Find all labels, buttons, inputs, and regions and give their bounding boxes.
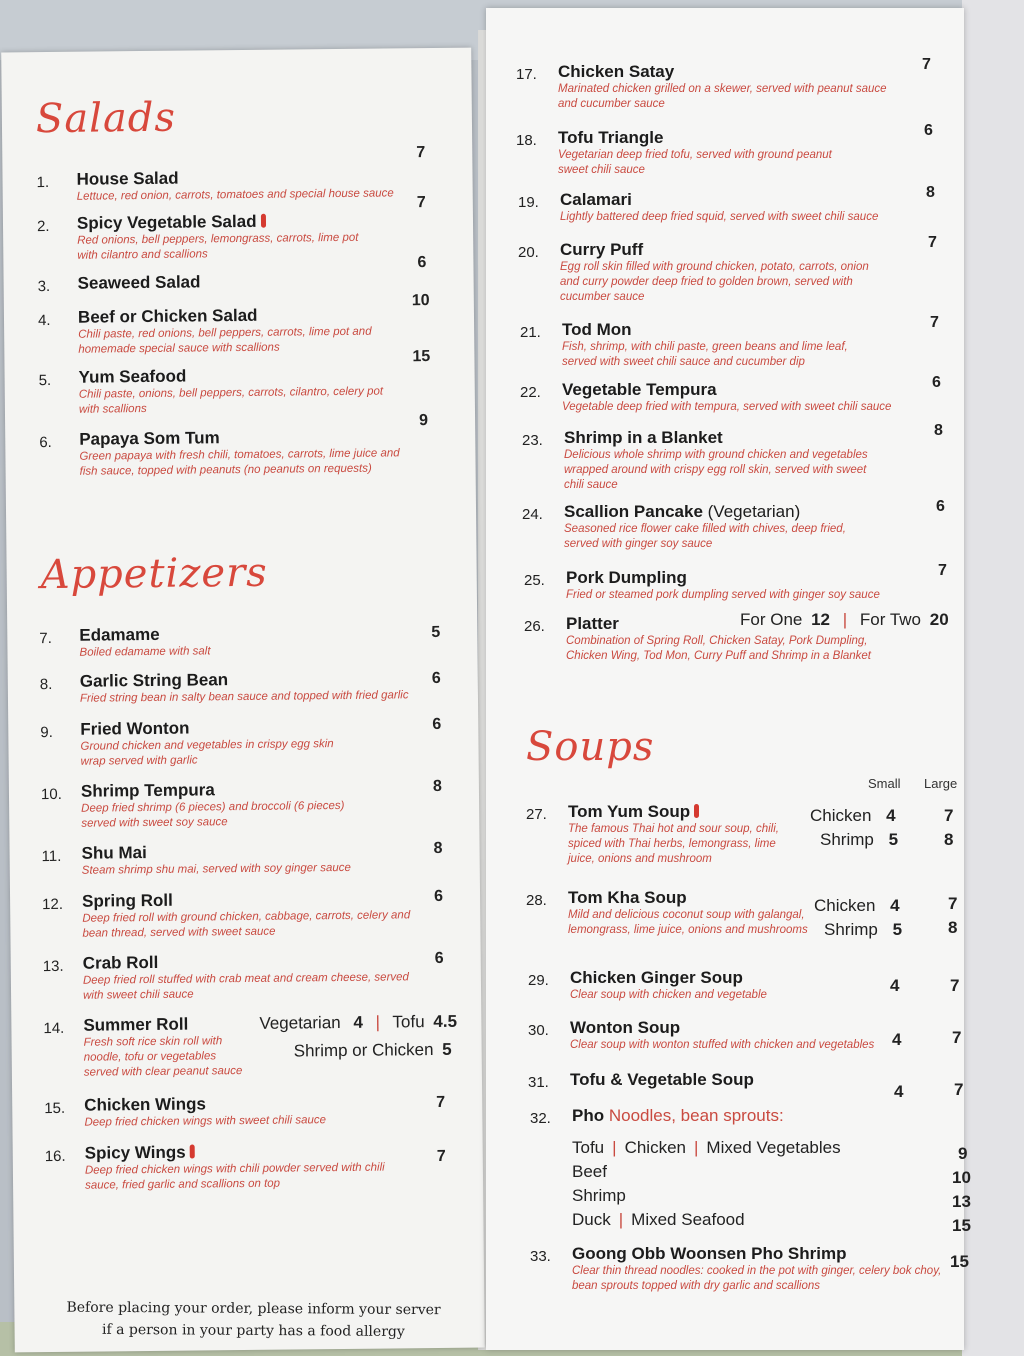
item-price: 7 xyxy=(436,1147,446,1165)
menu-right-page xyxy=(486,8,971,1350)
menu-item-edamame xyxy=(39,622,449,661)
menu-item-seaweed-salad xyxy=(37,254,448,296)
item-description: Chili paste, red onions, bell peppers, carrots, lime pot and homemade special sauce with scallions xyxy=(78,325,372,356)
menu-item-scallion-pancake xyxy=(522,498,962,552)
item-number: 17. xyxy=(516,66,537,83)
item-number: 15. xyxy=(44,1099,66,1118)
pho-option-row-4 xyxy=(572,1210,745,1230)
item-number: 21. xyxy=(520,324,541,341)
item-number: 5. xyxy=(38,371,52,390)
item-price: 5 xyxy=(431,623,441,642)
option-label: Vegetarian xyxy=(259,1012,341,1033)
menu-item-platter xyxy=(524,610,964,664)
item-name: Tom Yum Soup xyxy=(568,802,691,821)
separator: | xyxy=(693,1138,699,1157)
column-header-small: Small xyxy=(868,776,901,791)
item-price: 6 xyxy=(417,254,427,272)
item-description: Red onions, bell peppers, lemongrass, carrots, lime pot with cilantro and scallions xyxy=(77,231,359,262)
menu-item-chicken-ginger-soup xyxy=(528,968,968,1003)
item-number: 20. xyxy=(518,244,539,261)
menu-item-beef-or-chicken-salad xyxy=(37,292,449,358)
item-number: 24. xyxy=(522,506,543,523)
item-name: Crab Roll xyxy=(82,952,159,973)
spicy-chili-icon xyxy=(694,804,699,818)
item-number: 26. xyxy=(524,618,545,635)
menu-item-crab-roll xyxy=(43,950,454,1004)
item-description: Seasoned rice flower cake filled with chives, deep fried, served with ginger soy sauce xyxy=(564,523,846,550)
menu-item-calamari xyxy=(518,184,958,225)
item-name: Tofu & Vegetable Soup xyxy=(570,1070,754,1089)
item-description: Fried string bean in salty bean sauce and topped with fried garlic xyxy=(79,689,409,705)
menu-item-pork-dumpling xyxy=(524,562,964,603)
option-label: For One xyxy=(740,610,803,629)
menu-cover-edge xyxy=(962,0,1024,1356)
item-number: 10. xyxy=(40,785,62,804)
separator: | xyxy=(618,1210,624,1229)
item-name: Calamari xyxy=(560,190,632,209)
item-name: Shu Mai xyxy=(81,843,147,863)
pho-option-row-1 xyxy=(572,1138,841,1158)
item-description: Deep fried shrimp (6 pieces) and broccoli (6 pieces) served with sweet soy sauce xyxy=(81,799,345,830)
item-number: 9. xyxy=(40,723,53,742)
item-number: 18. xyxy=(516,132,537,149)
item-name: Tofu Triangle xyxy=(558,128,664,147)
item-price: 7 xyxy=(930,314,939,331)
price-large: 7 xyxy=(954,1080,964,1099)
item-number: 29. xyxy=(528,972,549,989)
soup-option-shrimp xyxy=(824,920,902,940)
option-price-small: 5 xyxy=(888,830,899,849)
item-price: 6 xyxy=(932,374,941,391)
spicy-chili-icon xyxy=(190,1145,195,1159)
allergy-notice-line-2: if a person in your party has a food allergy xyxy=(101,1321,405,1340)
menu-item-house-salad xyxy=(36,144,446,205)
separator: | xyxy=(612,1138,617,1157)
option-price: 15 xyxy=(952,1216,971,1235)
item-name: Yum Seafood xyxy=(78,366,187,387)
item-description: Deep fried chicken wings with sweet chili sauce xyxy=(84,1114,327,1129)
option-price: 4 xyxy=(353,1012,363,1032)
item-number: 11. xyxy=(41,847,62,866)
item-description: Green papaya with fresh chili, tomatoes, carrots, lime juice and fish sauce, topped with peanuts (no peanuts on requests) xyxy=(79,447,400,478)
item-description: Deep fried roll stuffed with crab meat and cream cheese, served with sweet chili sauce xyxy=(82,971,409,1002)
menu-item-tofu-vegetable-soup xyxy=(528,1070,968,1101)
price-small: 4 xyxy=(894,1082,904,1101)
allergy-notice-line-1: Before placing your order, please inform your server xyxy=(66,1299,441,1319)
soup-option-chicken xyxy=(810,806,896,826)
item-number: 13. xyxy=(42,957,64,976)
option-label: Mixed Seafood xyxy=(631,1210,745,1229)
item-description: Lightly battered deep fried squid, served with sweet chili sauce xyxy=(560,211,879,223)
option-price-large: 8 xyxy=(944,830,954,849)
price-large: 7 xyxy=(950,976,960,995)
item-price: 6 xyxy=(432,715,442,734)
item-price: 7 xyxy=(436,1093,446,1111)
menu-item-tofu-triangle xyxy=(516,122,956,178)
item-name: Pork Dumpling xyxy=(566,568,687,587)
item-description: Fried or steamed pork dumpling served with ginger soy sauce xyxy=(566,589,880,601)
item-name: Fried Wonton xyxy=(80,718,190,739)
option-price-small: 4 xyxy=(890,896,900,915)
menu-item-summer-roll xyxy=(43,1011,458,1081)
item-description: Combination of Spring Roll, Chicken Satay, Pork Dumpling, Chicken Wing, Tod Mon, Curry Puff and Shrimp in a Blanket xyxy=(566,635,872,662)
item-number: 23. xyxy=(522,432,543,449)
item-name: Wonton Soup xyxy=(570,1018,681,1037)
item-description: Clear soup with chicken and vegetable xyxy=(570,989,767,1001)
item-name: Spicy Wings xyxy=(84,1142,186,1163)
item-name: Summer Roll xyxy=(83,1014,189,1035)
item-description: Vegetarian deep fried tofu, served with ground peanut sweet chili sauce xyxy=(558,149,832,176)
soups-heading: Soups xyxy=(526,724,655,770)
item-number: 28. xyxy=(526,892,547,909)
menu-left-page xyxy=(1,48,485,1353)
item-price: 6 xyxy=(924,122,933,139)
column-header-large: Large xyxy=(924,776,958,791)
platter-price-options xyxy=(740,610,949,630)
allergy-notice xyxy=(58,1297,448,1344)
item-number: 30. xyxy=(528,1022,549,1039)
menu-item-pho xyxy=(530,1106,971,1235)
option-price: 10 xyxy=(952,1168,971,1187)
menu-item-tom-yum-soup xyxy=(526,802,966,867)
menu-item-garlic-string-bean xyxy=(40,668,450,707)
item-name: Tod Mon xyxy=(562,320,632,339)
option-price: 20 xyxy=(929,610,949,629)
item-description: Steam shrimp shu mai, served with soy ginger sauce xyxy=(81,861,351,877)
item-description: Lettuce, red onion, carrots, tomatoes and special house sauce xyxy=(76,187,394,203)
price-options-row-1 xyxy=(259,1012,457,1034)
item-description: Egg roll skin filled with ground chicken, potato, carrots, onion and curry powder deep fried to golden brown, served with cucumber sauce xyxy=(560,261,869,303)
option-price: 13 xyxy=(952,1192,971,1211)
item-price: 15 xyxy=(950,1252,969,1271)
item-number: 3. xyxy=(37,277,51,296)
item-name-detail: Noodles, bean sprouts: xyxy=(608,1106,784,1125)
option-price: 12 xyxy=(811,610,831,629)
item-price: 7 xyxy=(416,144,426,162)
item-name: Pho xyxy=(572,1106,605,1125)
item-number: 12. xyxy=(42,895,64,914)
item-description: Clear soup with wonton stuffed with chicken and vegetables xyxy=(570,1039,875,1051)
item-name: Shrimp in a Blanket xyxy=(564,428,723,447)
item-price: 8 xyxy=(926,184,935,201)
item-price: 10 xyxy=(411,292,430,310)
item-description: Clear thin thread noodles: cooked in the pot with ginger, celery bok choy, bean sprouts topped with dry garlic and scallions xyxy=(572,1265,942,1292)
item-name: Curry Puff xyxy=(560,240,644,259)
option-label: Chicken xyxy=(814,896,876,915)
price-small: 4 xyxy=(892,1030,902,1049)
item-description: Fish, shrimp, with chili paste, green beans and lime leaf, served with sweet chili sauce and cucumber dip xyxy=(562,341,848,368)
item-price: 7 xyxy=(938,562,947,579)
option-price-small: 4 xyxy=(886,806,896,825)
item-description: Deep fried roll with ground chicken, cabbage, carrots, celery and bean thread, served with sweet sauce xyxy=(82,909,411,940)
item-description: Chili paste, onions, bell peppers, carrots, cilantro, celery pot with scallions xyxy=(78,385,384,416)
item-number: 1. xyxy=(36,174,50,192)
menu-item-fried-wonton xyxy=(40,716,451,770)
item-price: 7 xyxy=(416,194,426,212)
option-price: 4.5 xyxy=(433,1011,458,1032)
menu-item-shu-mai xyxy=(41,840,451,879)
menu-item-spring-roll xyxy=(42,888,453,942)
appetizers-heading: Appetizers xyxy=(40,549,268,599)
menu-item-vegetable-tempura xyxy=(520,374,960,415)
item-price: 6 xyxy=(433,887,444,906)
item-number: 4. xyxy=(37,311,51,330)
item-name: Chicken Wings xyxy=(84,1094,207,1115)
option-price-small: 5 xyxy=(892,920,903,939)
option-label: Chicken xyxy=(624,1138,686,1157)
option-label: Chicken xyxy=(810,806,872,825)
item-name: Spicy Vegetable Salad xyxy=(76,211,257,233)
menu-item-wonton-soup xyxy=(528,1018,968,1053)
option-price: 9 xyxy=(958,1144,968,1163)
price-options-row-2 xyxy=(294,1040,452,1062)
separator: | xyxy=(842,610,848,629)
item-name: Spring Roll xyxy=(81,890,173,911)
menu-item-chicken-satay xyxy=(516,56,956,112)
item-price: 7 xyxy=(928,234,937,251)
item-name: Tom Kha Soup xyxy=(568,888,687,907)
item-number: 8. xyxy=(39,675,53,694)
item-name: Papaya Som Tum xyxy=(79,428,220,449)
option-price-large: 7 xyxy=(948,894,958,913)
item-name: Beef or Chicken Salad xyxy=(77,305,258,327)
item-price: 15 xyxy=(412,348,431,366)
item-name: Chicken Satay xyxy=(558,62,675,81)
spicy-chili-icon xyxy=(260,214,265,228)
item-price: 6 xyxy=(434,949,444,968)
option-label: Shrimp xyxy=(824,920,878,939)
item-number: 32. xyxy=(530,1110,551,1127)
option-label: Mixed Vegetables xyxy=(706,1138,841,1157)
item-price: 8 xyxy=(433,839,443,858)
menu-item-shrimp-tempura xyxy=(41,778,452,832)
item-price: 9 xyxy=(418,412,429,430)
soup-option-shrimp xyxy=(820,830,898,850)
item-number: 27. xyxy=(526,806,547,823)
menu-item-curry-puff xyxy=(518,234,958,305)
item-price: 6 xyxy=(936,498,945,515)
menu-item-tom-kha-soup xyxy=(526,888,966,938)
option-label: For Two xyxy=(859,610,921,629)
item-number: 25. xyxy=(524,572,545,589)
soup-option-chicken xyxy=(814,896,900,916)
menu-item-chicken-wings xyxy=(44,1092,454,1131)
pho-option-row-2: Beef xyxy=(572,1162,607,1181)
item-number: 33. xyxy=(530,1248,551,1265)
item-price: 6 xyxy=(431,669,441,688)
item-price: 8 xyxy=(432,777,442,796)
item-number: 31. xyxy=(528,1074,549,1091)
pho-option-row-3: Shrimp xyxy=(572,1186,626,1205)
item-name: Vegetable Tempura xyxy=(562,380,717,399)
option-label: Duck xyxy=(572,1210,611,1229)
price-small: 4 xyxy=(890,976,900,995)
item-number: 22. xyxy=(520,384,541,401)
item-name: Edamame xyxy=(79,624,160,645)
item-name: Goong Obb Woonsen Pho Shrimp xyxy=(572,1244,847,1263)
item-price: 8 xyxy=(934,422,943,439)
menu-item-spicy-wings xyxy=(45,1140,456,1194)
option-price-large: 7 xyxy=(944,806,954,825)
menu-item-goong-obb-woonsen xyxy=(530,1244,970,1294)
menu-item-papaya-som-tum xyxy=(39,412,450,480)
item-number: 16. xyxy=(44,1147,66,1166)
menu-item-shrimp-in-a-blanket xyxy=(522,422,962,493)
item-number: 14. xyxy=(43,1019,65,1038)
item-description: Deep fried chicken wings with chili powder served with chili sauce, fried garlic and scallions on top xyxy=(84,1161,385,1192)
item-name: Shrimp Tempura xyxy=(80,780,215,801)
option-label: Tofu xyxy=(572,1138,605,1157)
item-name-suffix: (Vegetarian) xyxy=(707,502,801,521)
option-label: Tofu xyxy=(392,1012,425,1032)
item-price: 7 xyxy=(922,56,931,73)
item-description: Mild and delicious coconut soup with galangal, lemongrass, lime juice, onions and mushrooms xyxy=(568,909,808,936)
item-name: House Salad xyxy=(76,168,179,189)
item-name: Scallion Pancake xyxy=(564,502,703,521)
option-price-large: 8 xyxy=(948,918,958,937)
item-name: Chicken Ginger Soup xyxy=(570,968,743,987)
item-number: 6. xyxy=(39,433,52,452)
separator: | xyxy=(375,1012,381,1032)
item-number: 2. xyxy=(36,218,50,236)
item-description: Ground chicken and vegetables in crispy egg skin wrap served with garlic xyxy=(80,738,334,768)
item-description: Marinated chicken grilled on a skewer, served with peanut sauce and cucumber sauce xyxy=(558,83,887,110)
item-description: Fresh soft rice skin roll with noodle, tofu or vegetables served with clear peanut sauce xyxy=(83,1035,243,1079)
price-large: 7 xyxy=(952,1028,962,1047)
item-description: Vegetable deep fried with tempura, served with sweet chili sauce xyxy=(562,401,892,413)
item-description: The famous Thai hot and sour soup, chili, spiced with Thai herbs, lemongrass, lime juice, onions and mushroom xyxy=(568,823,779,865)
item-name: Platter xyxy=(566,614,619,633)
menu-item-tod-mon xyxy=(520,314,960,370)
item-name: Seaweed Salad xyxy=(77,272,201,293)
option-label: Shrimp xyxy=(820,830,874,849)
item-description: Delicious whole shrimp with ground chicken and vegetables wrapped around with crispy egg roll skin, served with sweet chili sauce xyxy=(564,449,868,491)
menu-item-yum-seafood xyxy=(38,348,450,418)
item-number: 7. xyxy=(39,629,52,648)
item-number: 19. xyxy=(518,194,539,211)
option-label: Shrimp or Chicken xyxy=(293,1040,434,1061)
item-name: Garlic String Bean xyxy=(79,670,229,691)
option-price: 5 xyxy=(442,1039,452,1059)
item-description: Boiled edamame with salt xyxy=(79,645,211,659)
salads-heading: Salads xyxy=(35,94,177,143)
